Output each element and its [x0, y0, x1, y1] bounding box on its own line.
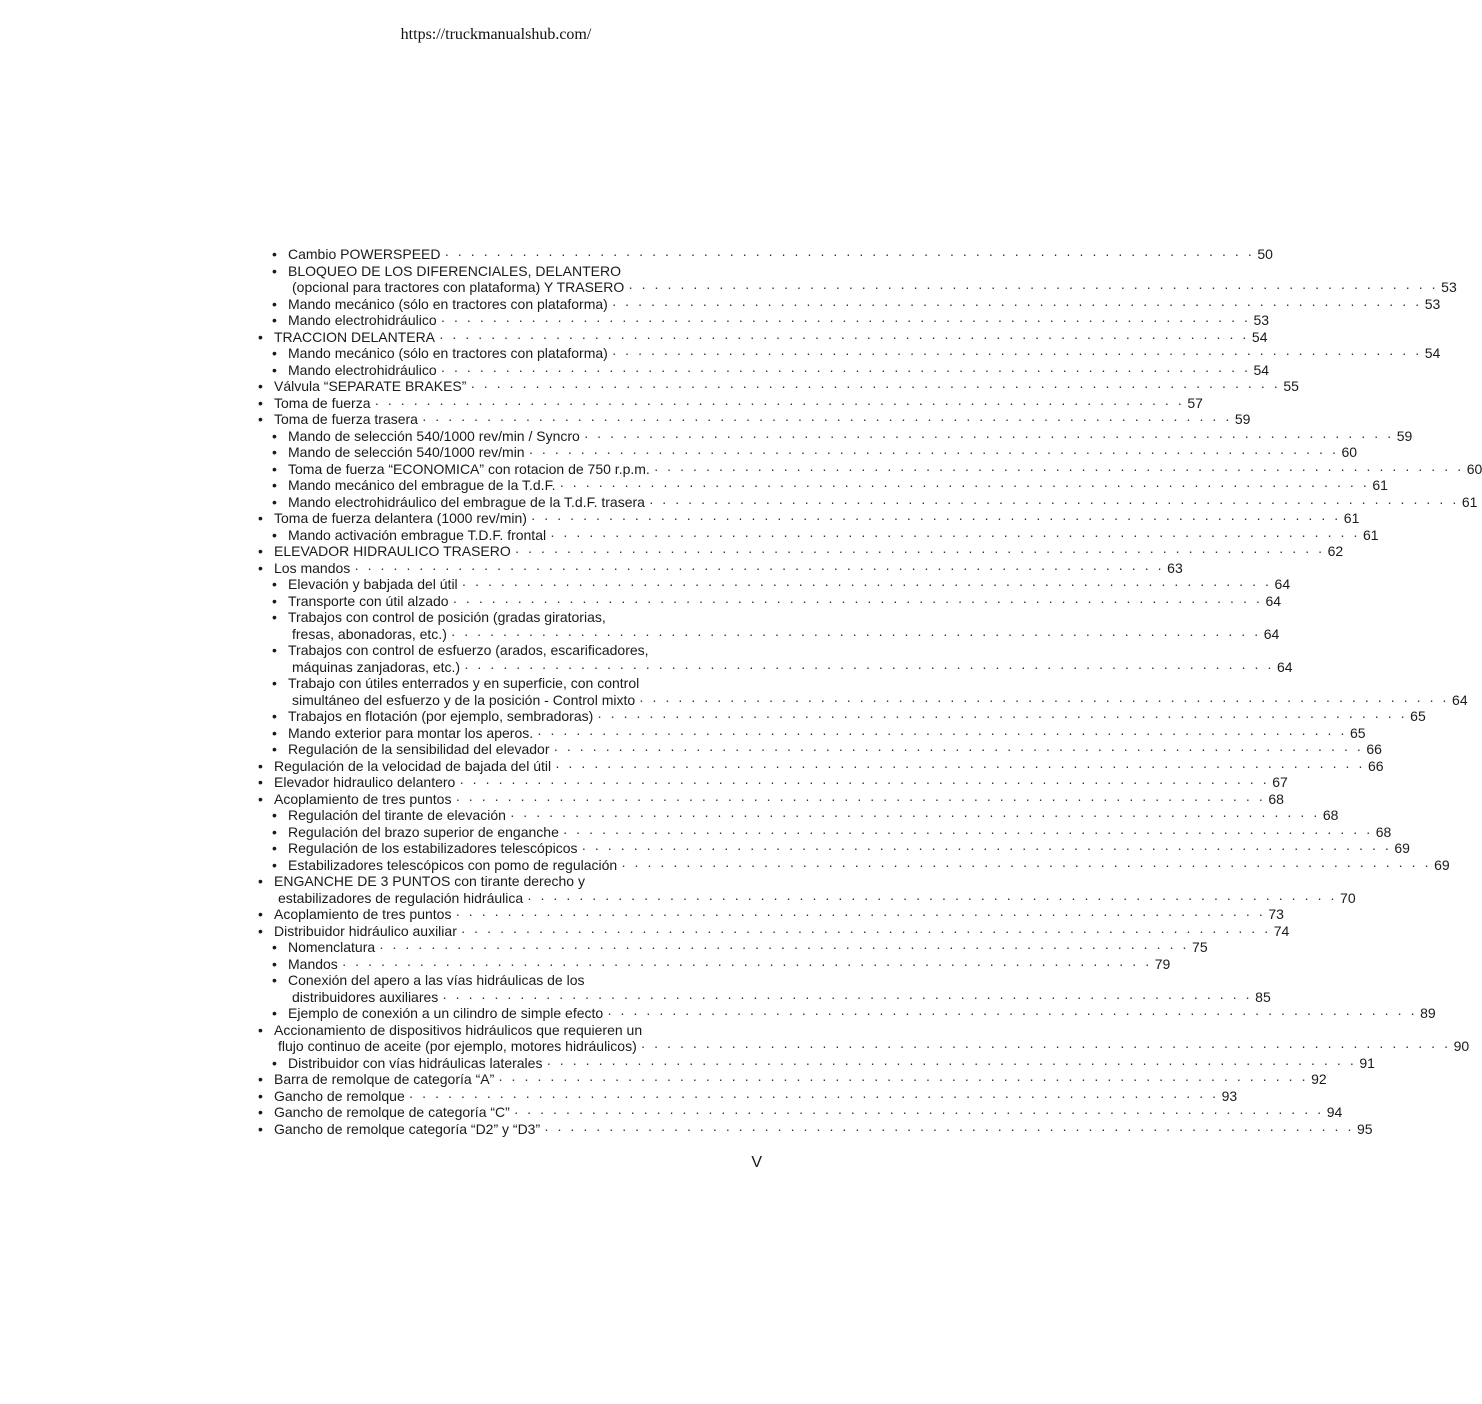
toc-entry-page: 54	[1253, 361, 1270, 378]
toc-entry-title: Mando exterior para montar los aperos.	[288, 724, 534, 741]
toc-entry-page: 85	[1255, 988, 1271, 1005]
toc-entry	[258, 246, 1273, 263]
dot-leader: · · · · · · · · · · · · · · · · · · · · · · · · · · · · · · · · · · · · · · · · · · · · · · · · · · · · · · · · · · · · · · ·	[464, 658, 1274, 675]
toc-entry	[258, 279, 1457, 296]
toc-entry-page: 50	[1257, 246, 1273, 262]
toc-entry-page: 79	[1154, 955, 1171, 972]
header-url: https://truckmanualshub.com/	[400, 26, 592, 43]
toc-entry-page: 73	[1268, 906, 1284, 922]
toc-entry-page: 53	[1424, 295, 1441, 312]
toc-entry-page: 64	[1452, 691, 1468, 708]
toc-entry	[258, 526, 1379, 544]
dot-leader: · · · · · · · · · · · · · · · · · · · · · · · · · · · · · · · · · · · · · · · · · · · · · · · · · · · · · · · · · · · · · · ·	[559, 477, 1370, 493]
toc-entry-title: Regulación de la velocidad de bajada del útil	[274, 757, 552, 774]
toc-entry-page: 61	[1343, 510, 1360, 526]
bullet-icon: •	[272, 741, 277, 757]
toc-entry	[258, 1120, 1373, 1138]
toc-entry	[258, 345, 1441, 362]
toc-entry	[258, 1087, 1238, 1105]
bullet-icon: •	[258, 543, 263, 559]
bullet-icon: •	[272, 493, 277, 510]
toc-entry-page: 60	[1341, 444, 1358, 460]
dot-leader: · · · · · · · · · · · · · · · · · · · · · · · · · · · · · · · · · · · · · · · · · · · · · · · · · · · · · · · · · · · · · · ·	[341, 955, 1152, 972]
dot-leader: · · · · · · · · · · · · · · · · · · · · · · · · · · · · · · · · · · · · · · · · · · · · · · · · · · · · · · · · · · · · · · ·	[562, 823, 1373, 840]
toc-entry-page: 59	[1234, 411, 1251, 427]
dot-leader: · · · · · · · · · · · · · · · · · · · · · · · · · · · · · · · · · · · · · · · · · · · · · · · · · · · · · · · · · · · · · · ·	[461, 576, 1272, 592]
bullet-icon: •	[258, 1087, 263, 1104]
bullet-icon: •	[272, 444, 277, 460]
toc-entry-page: 65	[1350, 724, 1366, 741]
toc-entry	[258, 823, 1392, 841]
toc-entry	[258, 1005, 1436, 1022]
toc-entry-title: Mandos	[288, 955, 338, 972]
bullet-icon: •	[272, 955, 277, 972]
toc-entry-page: 68	[1268, 790, 1284, 807]
toc-entry-title: Mando mecánico (sólo en tractores con plataforma)	[288, 295, 608, 312]
dot-leader: · · · · · · · · · · · · · · · · · · · · · · · · · · · · · · · · · · · · · · · · · · · · · · · · · · · · · · · · · · · · · · ·	[607, 1005, 1418, 1021]
toc-entry-title: Cambio POWERSPEED	[288, 246, 441, 262]
bullet-icon: •	[258, 328, 263, 345]
toc-entry-page: 57	[1187, 394, 1203, 411]
toc-entry-title: TRACCION DELANTERA	[274, 328, 436, 345]
toc-entry	[258, 774, 1288, 791]
dot-leader: · · · · · · · · · · · · · · · · · · · · · · · · · · · · · · · · · · · · · · · · · · · · · · · · · · · · · · · · · · · · · · ·	[528, 444, 1339, 460]
toc-entry	[258, 444, 1358, 461]
toc-entry-page: 90	[1453, 1038, 1470, 1054]
toc-entry	[258, 1022, 756, 1039]
dot-leader: · · · · · · · · · · · · · · · · · · · · · · · · · · · · · · · · · · · · · · · · · · · · · · · · · · · · · · · · · · · · · · ·	[653, 460, 1464, 477]
dot-leader: · · · · · · · · · · · · · · · · · · · · · · · · · · · · · · · · · · · · · · · · · · · · · · · · · · · · · · · · · · · · · · ·	[640, 1038, 1451, 1054]
dot-leader: · · · · · · · · · · · · · · · · · · · · · · · · · · · · · · · · · · · · · · · · · · · · · · · · · · · · · · · · · · · · · · ·	[459, 774, 1270, 790]
bullet-icon: •	[272, 675, 277, 691]
toc-entry-page: 63	[1167, 559, 1183, 576]
dot-leader: · · · · · · · · · · · · · · · · · · · · · · · · · · · · · · · · · · · · · · · · · · · · · · · · · · · · · · · · · · · · · · ·	[583, 427, 1394, 444]
toc-entry-page: 53	[1253, 312, 1270, 328]
toc-entry	[258, 906, 1284, 923]
dot-leader: · · · · · · · · · · · · · · · · · · · · · · · · · · · · · · · · · · · · · · · · · · · · · · · · · · · · · · · · · · · · · · ·	[537, 724, 1347, 741]
toc-entry-title: Gancho de remolque de categoría “C”	[274, 1104, 510, 1120]
dot-leader: · · · · · · · · · · · · · · · · · · · · · · · · · · · · · · · · · · · · · · · · · · · · · · · · · · · · · · · · · · · · · · ·	[354, 559, 1165, 576]
bullet-icon: •	[258, 1120, 263, 1137]
toc-entry-title: Trabajos en flotación (por ejemplo, sembradoras)	[288, 708, 594, 724]
bullet-icon: •	[272, 427, 277, 444]
toc-entry	[258, 724, 1366, 742]
dot-leader: · · · · · · · · · · · · · · · · · · · · · · · · · · · · · · · · · · · · · · · · · · · · · · · · · · · · · · · · · · · · · · ·	[544, 1120, 1354, 1137]
toc-entry	[258, 939, 1208, 956]
toc-entry	[258, 559, 1183, 577]
toc-entry-title: máquinas zanjadoras, etc.)	[292, 658, 461, 675]
bullet-icon: •	[272, 460, 277, 477]
toc-entry-page: 53	[1441, 279, 1457, 295]
toc-entry	[258, 889, 1356, 907]
dot-leader: · · · · · · · · · · · · · · · · · · · · · · · · · · · · · · · · · · · · · · · · · · · · · · · · · · · · · · · · · · · · · · ·	[439, 328, 1249, 345]
bullet-icon: •	[272, 312, 277, 328]
toc-entry-title: Conexión del apero a las vías hidráulicas de los	[288, 972, 585, 988]
toc-entry-title: Gancho de remolque	[274, 1087, 405, 1104]
bullet-icon: •	[272, 708, 277, 724]
toc-entry	[258, 1054, 1375, 1072]
toc-entry-title: Nomenclatura	[288, 939, 376, 955]
toc-entry-title: Elevador hidraulico delantero	[274, 774, 456, 790]
toc-entry-page: 60	[1466, 460, 1482, 477]
toc-entry-page: 62	[1327, 543, 1344, 559]
toc-entry-title: Trabajos con control de posición (gradas giratorias,	[288, 609, 606, 625]
toc-entry-title: Válvula “SEPARATE BRAKES”	[274, 378, 467, 394]
toc-entry-title: Barra de remolque de categoría “A”	[274, 1071, 495, 1087]
bullet-icon: •	[272, 807, 277, 823]
toc-entry-page: 66	[1366, 741, 1382, 757]
toc-entry	[258, 328, 1268, 346]
toc-entry	[258, 543, 1344, 560]
dot-leader: · · · · · · · · · · · · · · · · · · · · · · · · · · · · · · · · · · · · · · · · · · · · · · · · · · · · · · · · · · · · · · ·	[628, 279, 1439, 295]
bullet-icon: •	[258, 774, 263, 790]
bullet-icon: •	[272, 1005, 277, 1021]
dot-leader: · · · · · · · · · · · · · · · · · · · · · · · · · · · · · · · · · · · · · · · · · · · · · · · · · · · · · · · · · · · · · · ·	[450, 625, 1261, 642]
toc-entry	[258, 576, 1291, 593]
toc-entry-title: Elevación y babjada del útil	[288, 576, 458, 592]
toc-entry-title: distribuidores auxiliares	[292, 988, 439, 1005]
toc-entry	[258, 972, 756, 989]
dot-leader: · · · · · · · · · · · · · · · · · · · · · · · · · · · · · · · · · · · · · · · · · · · · · · · · · · · · · · · · · · · · · · ·	[509, 807, 1320, 823]
toc-entry-page: 64	[1265, 592, 1282, 609]
dot-leader: · · · · · · · · · · · · · · · · · · · · · · · · · · · · · · · · · · · · · · · · · · · · · · · · · · · · · · · · · · · · · · ·	[611, 345, 1422, 361]
toc-entry-page: 67	[1272, 774, 1288, 790]
toc-entry-page: 91	[1359, 1054, 1375, 1071]
toc-entry-title: simultáneo del esfuerzo y de la posición - Control mixto	[292, 691, 636, 708]
toc-entry-title: Toma de fuerza delantera (1000 rev/min)	[274, 510, 527, 526]
toc-entry	[258, 394, 1203, 412]
toc-entry-title: Regulación del brazo superior de enganche	[288, 823, 559, 840]
toc-entry-title: ELEVADOR HIDRAULICO TRASERO	[274, 543, 511, 559]
toc-entry-title: Mando activación embrague T.D.F. frontal	[288, 526, 547, 543]
toc-entry-title: Distribuidor hidráulico auxiliar	[274, 922, 457, 939]
toc-entry	[258, 378, 1299, 395]
dot-leader: · · · · · · · · · · · · · · · · · · · · · · · · · · · · · · · · · · · · · · · · · · · · · · · · · · · · · · · · · · · · · · ·	[452, 592, 1263, 609]
dot-leader: · · · · · · · · · · · · · · · · · · · · · · · · · · · · · · · · · · · · · · · · · · · · · · · · · · · · · · · · · · · · · · ·	[470, 378, 1281, 394]
bullet-icon: •	[272, 724, 277, 741]
toc-entry	[258, 361, 1270, 379]
toc-entry	[258, 625, 1280, 643]
toc-entry-page: 75	[1192, 939, 1208, 955]
toc-entry-title: Gancho de remolque categoría “D2” y “D3”	[274, 1120, 541, 1137]
toc-entry	[258, 790, 1284, 808]
bullet-icon: •	[272, 576, 277, 592]
bullet-icon: •	[272, 295, 277, 312]
toc-entry-title: Regulación de los estabilizadores telescópicos	[288, 840, 578, 856]
dot-leader: · · · · · · · · · · · · · · · · · · · · · · · · · · · · · · · · · · · · · · · · · · · · · · · · · · · · · · · · · · · · · · ·	[597, 708, 1408, 724]
toc-entry-page: 89	[1420, 1005, 1436, 1021]
toc-entry-page: 65	[1410, 708, 1426, 724]
page-folio: V	[751, 1154, 762, 1171]
toc-entry-title: Mando electrohidráulico del embrague de la T.d.F. trasera	[288, 493, 645, 510]
toc-entry	[258, 460, 1482, 478]
dot-leader: · · · · · · · · · · · · · · · · · · · · · · · · · · · · · · · · · · · · · · · · · · · · · · · · · · · · · · · · · · · · · · ·	[440, 312, 1251, 328]
toc-entry-title: Distribuidor con vías hidráulicas laterales	[288, 1054, 543, 1071]
toc-entry-title: Mando electrohidráulico	[288, 312, 437, 328]
bullet-icon: •	[258, 873, 263, 889]
toc-entry-title: fresas, abonadoras, etc.)	[292, 625, 447, 642]
bullet-icon: •	[258, 790, 263, 807]
toc-entry-title: Regulación de la sensibilidad del elevador	[288, 741, 550, 757]
toc-entry-page: 59	[1396, 427, 1413, 444]
toc-entry-page: 66	[1367, 757, 1384, 774]
toc-entry-page: 68	[1375, 823, 1392, 840]
toc-entry	[258, 675, 756, 692]
toc-entry	[258, 658, 1293, 676]
toc-entry	[258, 477, 1388, 494]
dot-leader: · · · · · · · · · · · · · · · · · · · · · · · · · · · · · · · · · · · · · · · · · · · · · · · · · · · · · · · · · · · · · · ·	[498, 1071, 1309, 1087]
dot-leader: · · · · · · · · · · · · · · · · · · · · · · · · · · · · · · · · · · · · · · · · · · · · · · · · · · · · · · · · · · · · · · ·	[440, 361, 1251, 378]
dot-leader: · · · · · · · · · · · · · · · · · · · · · · · · · · · · · · · · · · · · · · · · · · · · · · · · · · · · · · · · · · · · · · ·	[513, 1104, 1324, 1120]
toc-entry-title: Mando electrohidráulico	[288, 361, 437, 378]
toc-entry	[258, 955, 1171, 973]
bullet-icon: •	[258, 906, 263, 922]
toc-entry-title: BLOQUEO DE LOS DIFERENCIALES, DELANTERO	[288, 262, 621, 279]
bullet-icon: •	[258, 1104, 263, 1120]
toc-entry	[258, 873, 756, 890]
toc-entry-title: Toma de fuerza trasera	[274, 411, 418, 427]
toc-entry-page: 64	[1276, 658, 1293, 675]
toc-entry-title: Toma de fuerza “ECONOMICA” con rotacion de 750 r.p.m.	[288, 460, 650, 477]
bullet-icon: •	[272, 477, 277, 493]
toc-entry-title: (opcional para tractores con plataforma) Y TRASERO	[292, 279, 625, 295]
toc-entry-title: Ejemplo de conexión a un cilindro de simple efecto	[288, 1005, 604, 1021]
dot-leader: · · · · · · · · · · · · · · · · · · · · · · · · · · · · · · · · · · · · · · · · · · · · · · · · · · · · · · · · · · · · · · ·	[648, 493, 1459, 510]
dot-leader: · · · · · · · · · · · · · · · · · · · · · · · · · · · · · · · · · · · · · · · · · · · · · · · · · · · · · · · · · · · · · · ·	[460, 922, 1271, 939]
bullet-icon: •	[272, 840, 277, 856]
toc-entry-page: 61	[1461, 493, 1478, 510]
toc-entry-title: Mando de selección 540/1000 rev/min / Syncro	[288, 427, 580, 444]
toc-entry	[258, 922, 1290, 940]
toc-entry	[258, 642, 756, 659]
bullet-icon: •	[272, 823, 277, 840]
toc-entry	[258, 807, 1339, 824]
dot-leader: · · · · · · · · · · · · · · · · · · · · · · · · · · · · · · · · · · · · · · · · · · · · · · · · · · · · · · · · · · · · · · ·	[621, 856, 1432, 873]
bullet-icon: •	[258, 394, 263, 411]
bullet-icon: •	[258, 510, 263, 526]
toc-entry	[258, 295, 1441, 313]
bullet-icon: •	[258, 1021, 263, 1038]
toc-entry	[258, 592, 1282, 610]
toc-entry-page: 92	[1311, 1071, 1327, 1087]
bullet-icon: •	[272, 1054, 277, 1071]
dot-leader: · · · · · · · · · · · · · · · · · · · · · · · · · · · · · · · · · · · · · · · · · · · · · · · · · · · · · · · · · · · · · · ·	[514, 543, 1325, 559]
toc-entry-page: 61	[1372, 477, 1388, 493]
dot-leader: · · · · · · · · · · · · · · · · · · · · · · · · · · · · · · · · · · · · · · · · · · · · · · · · · · · · · · · · · · · · · · ·	[546, 1054, 1357, 1071]
toc-entry-page: 69	[1394, 840, 1410, 856]
toc-entry-page: 70	[1340, 889, 1356, 906]
dot-leader: · · · · · · · · · · · · · · · · · · · · · · · · · · · · · · · · · · · · · · · · · · · · · · · · · · · · · · · · · · · · · · ·	[527, 889, 1338, 906]
bullet-icon: •	[272, 246, 277, 262]
toc-entry-page: 64	[1274, 576, 1291, 592]
toc-entry-title: estabilizadores de regulación hidráulica	[278, 889, 524, 906]
bullet-icon: •	[258, 1071, 263, 1087]
toc-entry-page: 61	[1362, 526, 1379, 543]
dot-leader: · · · · · · · · · · · · · · · · · · · · · · · · · · · · · · · · · · · · · · · · · · · · · · · · · · · · · · · · · · · · · · ·	[550, 526, 1360, 543]
dot-leader: · · · · · · · · · · · · · · · · · · · · · · · · · · · · · · · · · · · · · · · · · · · · · · · · · · · · · · · · · · · · · · ·	[555, 757, 1365, 774]
toc-entry-title: flujo continuo de aceite (por ejemplo, motores hidráulicos)	[278, 1038, 637, 1054]
toc-entry	[258, 1104, 1343, 1121]
toc-entry-page: 69	[1434, 856, 1450, 873]
bullet-icon: •	[258, 378, 263, 394]
toc-entry-title: Toma de fuerza	[274, 394, 371, 411]
bullet-icon: •	[272, 972, 277, 988]
dot-leader: · · · · · · · · · · · · · · · · · · · · · · · · · · · · · · · · · · · · · · · · · · · · · · · · · · · · · · · · · · · · · · ·	[421, 411, 1232, 427]
toc-entry	[258, 708, 1426, 725]
dot-leader: · · · · · · · · · · · · · · · · · · · · · · · · · · · · · · · · · · · · · · · · · · · · · · · · · · · · · · · · · · · · · · ·	[530, 510, 1341, 526]
toc-entry-page: 93	[1221, 1087, 1238, 1104]
bullet-icon: •	[272, 361, 277, 378]
toc-entry	[258, 1071, 1327, 1088]
toc-entry-title: Trabajos con control de esfuerzo (arados, escarificadores,	[288, 642, 649, 658]
toc-entry	[258, 427, 1413, 445]
bullet-icon: •	[272, 642, 277, 658]
toc-entry	[258, 411, 1251, 428]
dot-leader: · · · · · · · · · · · · · · · · · · · · · · · · · · · · · · · · · · · · · · · · · · · · · · · · · · · · · · · · · · · · · · ·	[444, 246, 1255, 262]
toc-entry	[258, 263, 756, 280]
bullet-icon: •	[272, 262, 277, 279]
bullet-icon: •	[272, 345, 277, 361]
toc-entry-title: Mando mecánico del embrague de la T.d.F.	[288, 477, 556, 493]
dot-leader: · · · · · · · · · · · · · · · · · · · · · · · · · · · · · · · · · · · · · · · · · · · · · · · · · · · · · · · · · · · · · · ·	[374, 394, 1185, 411]
dot-leader: · · · · · · · · · · · · · · · · · · · · · · · · · · · · · · · · · · · · · · · · · · · · · · · · · · · · · · · · · · · · · · ·	[455, 906, 1266, 922]
toc-entry	[258, 757, 1384, 775]
bullet-icon: •	[258, 559, 263, 576]
toc-entry-page: 95	[1357, 1120, 1373, 1137]
bullet-icon: •	[258, 757, 263, 774]
toc-entry-title: Acoplamiento de tres puntos	[274, 790, 452, 807]
dot-leader: · · · · · · · · · · · · · · · · · · · · · · · · · · · · · · · · · · · · · · · · · · · · · · · · · · · · · · · · · · · · · · ·	[639, 691, 1450, 708]
toc-entry-page: 54	[1251, 328, 1268, 345]
toc-entry-page: 94	[1326, 1104, 1343, 1120]
toc-entry	[258, 741, 1382, 758]
toc-entry-title: Acoplamiento de tres puntos	[274, 906, 452, 922]
bullet-icon: •	[272, 609, 277, 625]
toc-entry-page: 54	[1424, 345, 1441, 361]
toc-entry	[258, 840, 1410, 857]
dot-leader: · · · · · · · · · · · · · · · · · · · · · · · · · · · · · · · · · · · · · · · · · · · · · · · · · · · · · · · · · · · · · · ·	[581, 840, 1392, 856]
dot-leader: · · · · · · · · · · · · · · · · · · · · · · · · · · · · · · · · · · · · · · · · · · · · · · · · · · · · · · · · · · · · · · ·	[442, 988, 1253, 1005]
table-of-contents	[258, 246, 1482, 1137]
toc-entry-title: Accionamiento de dispositivos hidráulicos que requieren un	[274, 1021, 643, 1038]
toc-entry-title: Mando mecánico (sólo en tractores con plataforma)	[288, 345, 608, 361]
dot-leader: · · · · · · · · · · · · · · · · · · · · · · · · · · · · · · · · · · · · · · · · · · · · · · · · · · · · · · · · · · · · · · ·	[611, 295, 1422, 312]
bullet-icon: •	[272, 856, 277, 873]
toc-entry-title: Mando de selección 540/1000 rev/min	[288, 444, 525, 460]
toc-entry-title: Los mandos	[274, 559, 351, 576]
dot-leader: · · · · · · · · · · · · · · · · · · · · · · · · · · · · · · · · · · · · · · · · · · · · · · · · · · · · · · · · · · · · · · ·	[455, 790, 1266, 807]
toc-entry-title: Regulación del tirante de elevación	[288, 807, 506, 823]
dot-leader: · · · · · · · · · · · · · · · · · · · · · · · · · · · · · · · · · · · · · · · · · · · · · · · · · · · · · · · · · · · · · · ·	[553, 741, 1364, 757]
toc-entry-title: ENGANCHE DE 3 PUNTOS con tirante derecho y	[274, 873, 585, 889]
bullet-icon: •	[272, 592, 277, 609]
bullet-icon: •	[272, 939, 277, 955]
toc-entry	[258, 493, 1478, 511]
toc-entry-page: 55	[1283, 378, 1299, 394]
toc-entry	[258, 609, 756, 626]
toc-entry-page: 74	[1273, 922, 1290, 939]
toc-entry	[258, 1038, 1470, 1055]
toc-entry-title: Estabilizadores telescópicos con pomo de regulación	[288, 856, 618, 873]
toc-entry	[258, 691, 1468, 709]
bullet-icon: •	[258, 922, 263, 939]
toc-entry-title: Trabajo con útiles enterrados y en superficie, con control	[288, 675, 640, 691]
dot-leader: · · · · · · · · · · · · · · · · · · · · · · · · · · · · · · · · · · · · · · · · · · · · · · · · · · · · · · · · · · · · · · ·	[408, 1087, 1219, 1104]
toc-entry	[258, 312, 1270, 329]
toc-entry-page: 68	[1322, 807, 1339, 823]
toc-entry	[258, 510, 1360, 527]
toc-entry	[258, 856, 1450, 874]
toc-entry-title: Transporte con útil alzado	[288, 592, 449, 609]
toc-entry-page: 64	[1263, 625, 1280, 642]
dot-leader: · · · · · · · · · · · · · · · · · · · · · · · · · · · · · · · · · · · · · · · · · · · · · · · · · · · · · · · · · · · · · · ·	[379, 939, 1190, 955]
bullet-icon: •	[272, 526, 277, 543]
bullet-icon: •	[258, 411, 263, 427]
toc-entry	[258, 988, 1271, 1006]
